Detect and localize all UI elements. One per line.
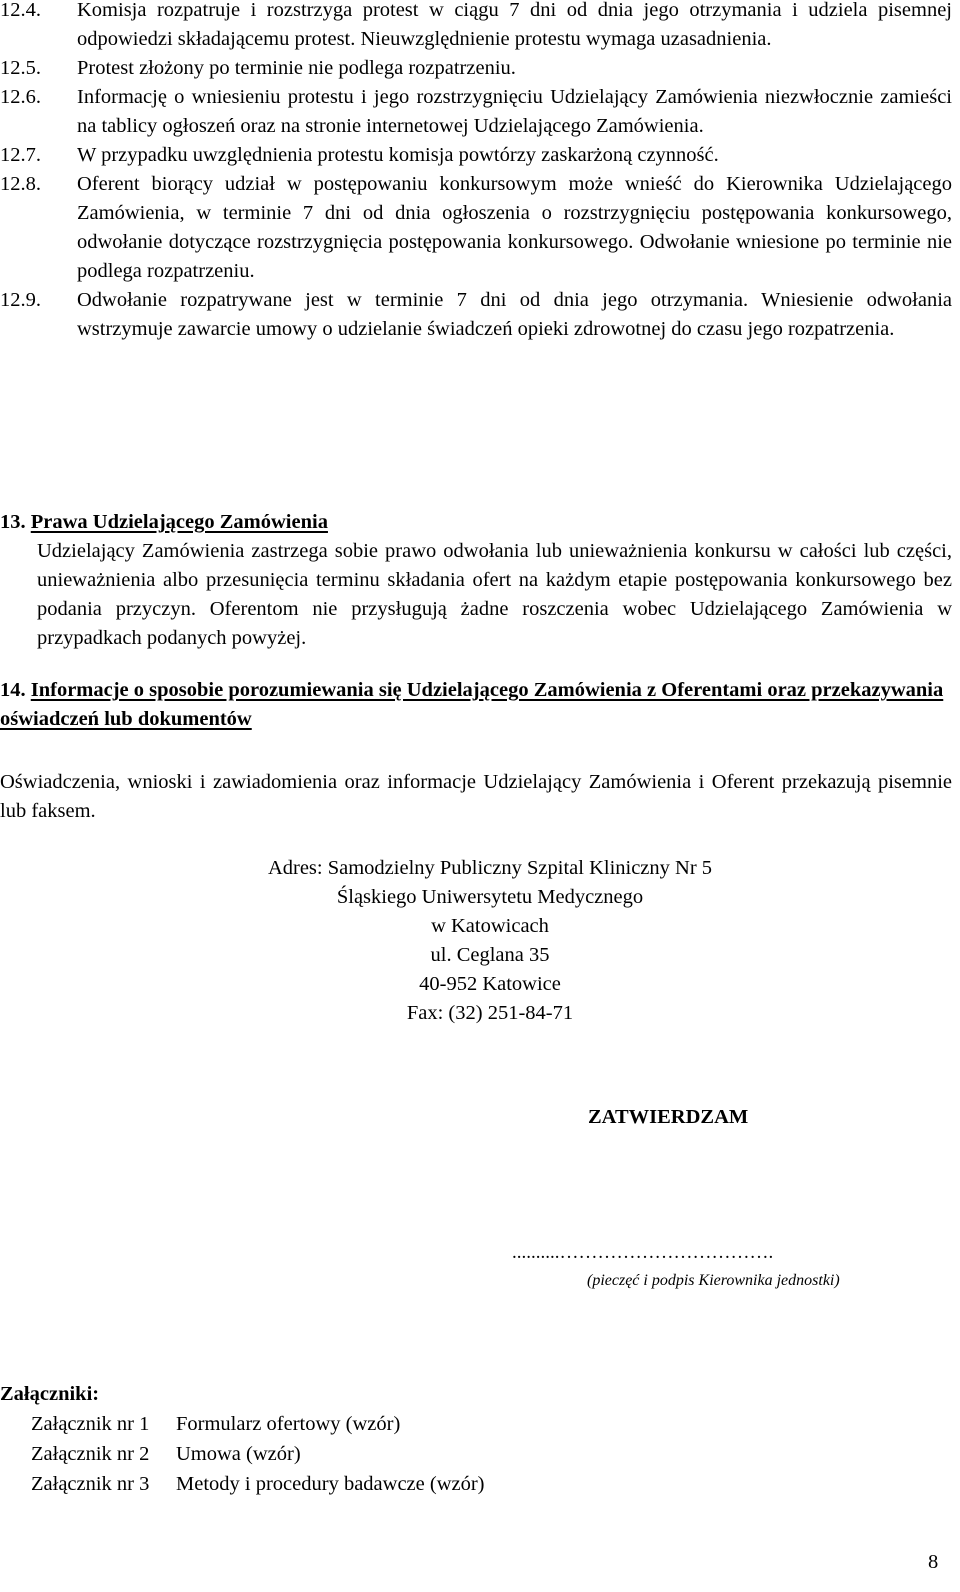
list-item (31, 1440, 485, 1470)
list-item (31, 1470, 485, 1500)
address-line: Fax: (32) 251-84-71 (406, 1002, 574, 1024)
item-text: Komisja rozpatruje i rozstrzyga protest w ciągu 7 dni od dnia jego otrzymania i udziela pisemnej odpowiedzi składającemu protest. Nieuwzględnienie protestu wymaga uzasadnienia. (77, 0, 952, 50)
attachment-description: Metody i procedury badawcze (wzór) (176, 1473, 485, 1495)
section-number: 13. (0, 511, 26, 533)
section-14 (0, 676, 952, 826)
section-title: Prawa Udzielającego Zamówienia (30, 511, 328, 533)
signature-line: ..........……………………………. (512, 1242, 774, 1263)
section-text: Udzielający Zamówienia zastrzega sobie prawo odwołania lub unieważnienia konkursu w całości lub części, unieważnienia albo przesunięcia terminu składania ofert na każdym etapie postępowania konkursowego bez podania przyczyn. Oferentom nie przysługują żadne roszczenia wobec Udzielającego Zamówienia w przypadkach podanych powyżej. (37, 540, 952, 649)
list-item-12-7 (0, 141, 952, 170)
item-number: 12.9. (0, 289, 41, 311)
list-item-12-4 (0, 0, 952, 54)
attachment-label: Załącznik nr 1 (31, 1413, 150, 1435)
item-number: 12.4. (0, 0, 41, 21)
address-line: Adres: Samodzielny Publiczny Szpital Kliniczny Nr 5 (267, 857, 713, 879)
address-line: Śląskiego Uniwersytetu Medycznego (336, 886, 644, 908)
section-title: Informacje o sposobie porozumiewania się Udzielającego Zamówienia z Oferentami oraz przekazywania oświadczeń lub dokumentów (0, 679, 944, 730)
section-13 (0, 508, 952, 653)
section-heading (0, 508, 952, 537)
item-number: 12.7. (0, 144, 41, 166)
signature-caption: (pieczęć i podpis Kierownika jednostki) (587, 1272, 840, 1289)
attachments-heading: Załączniki: (0, 1383, 100, 1405)
approval-title: ZATWIERDZAM (588, 1106, 749, 1128)
item-number: 12.6. (0, 86, 41, 108)
item-text: Oferent biorący udział w postępowaniu konkursowym może wnieść do Kierownika Udzielającego Zamówienia, w terminie 7 dni od dnia ogłoszenia o rozstrzygnięciu postępowania konkursowego, odwołanie dotyczące rozstrzygnięcia postępowania konkursowego. Odwołanie wniesione po terminie nie podlega rozpatrzeniu. (77, 173, 952, 282)
address-line: 40-952 Katowice (419, 973, 561, 995)
section-number: 14. (0, 679, 26, 701)
attachments-list (31, 1410, 485, 1500)
section-12-list (0, 0, 952, 344)
page-number: 8 (928, 1551, 939, 1573)
list-item-12-9 (0, 286, 952, 344)
attachment-label: Załącznik nr 3 (31, 1473, 150, 1495)
list-item-12-6 (0, 83, 952, 141)
item-number: 12.5. (0, 57, 41, 79)
address-line: w Katowicach (431, 915, 549, 937)
list-item (31, 1410, 485, 1440)
list-item-12-8 (0, 170, 952, 286)
list-item-12-5 (0, 54, 952, 83)
attachment-description: Formularz ofertowy (wzór) (176, 1413, 401, 1435)
item-text: W przypadku uwzględnienia protestu komisja powtórzy zaskarżoną czynność. (77, 144, 719, 166)
address-block (0, 854, 960, 1028)
item-text: Informację o wniesieniu protestu i jego rozstrzygnięciu Udzielający Zamówienia niezwłocznie zamieści na tablicy ogłoszeń oraz na stronie internetowej Udzielającego Zamówienia. (77, 86, 952, 137)
item-number: 12.8. (0, 173, 41, 195)
item-text: Odwołanie rozpatrywane jest w terminie 7 dni od dnia jego otrzymania. Wniesienie odwołania wstrzymuje zawarcie umowy o udzielanie świadczeń opieki zdrowotnej do czasu jego rozpatrzenia. (77, 289, 952, 340)
attachment-description: Umowa (wzór) (176, 1443, 301, 1465)
item-text: Protest złożony po terminie nie podlega rozpatrzeniu. (77, 57, 516, 79)
address-line: ul. Ceglana 35 (430, 944, 550, 966)
attachment-label: Załącznik nr 2 (31, 1443, 150, 1465)
section-heading (0, 676, 952, 734)
section-text: Oświadczenia, wnioski i zawiadomienia oraz informacje Udzielający Zamówienia i Oferent przekazują pisemnie lub faksem. (0, 771, 952, 822)
